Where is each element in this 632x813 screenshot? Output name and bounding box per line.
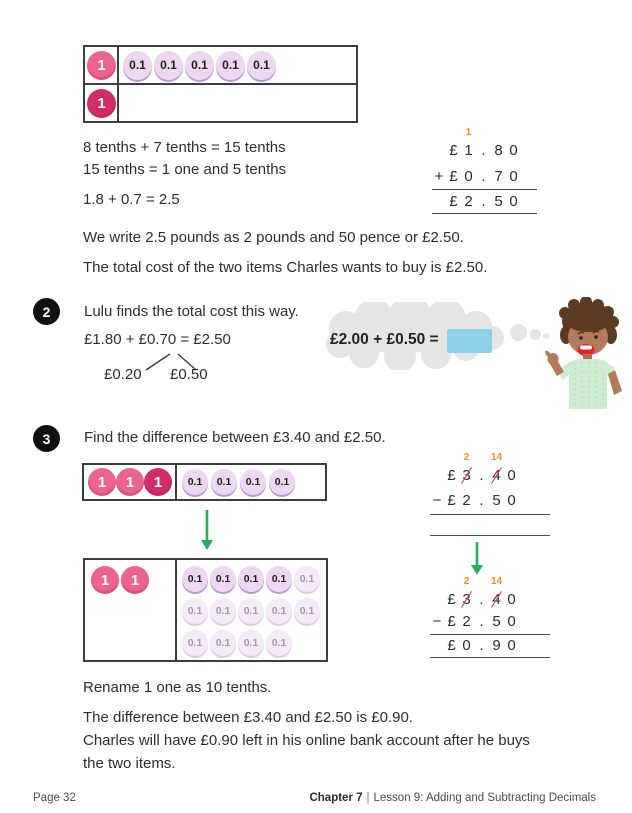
struck-digit: 4 xyxy=(489,466,504,485)
ones-counter: 1 xyxy=(144,468,172,496)
decimal-point: . xyxy=(481,142,486,159)
tenths-counter: 0.1 xyxy=(210,566,236,592)
digit: 2 xyxy=(464,193,473,210)
empty-answer-row xyxy=(430,515,550,535)
pv-row-3.4 xyxy=(84,465,325,499)
result-row xyxy=(430,636,550,655)
digit: 7 xyxy=(494,168,503,185)
tenths-counter: 0.1 xyxy=(211,469,237,495)
digit: 0 xyxy=(507,591,516,608)
ones-counter: 1 xyxy=(116,468,144,496)
digit: 2 xyxy=(462,613,471,630)
work-line: 15 tenths = 1 one and 5 tenths xyxy=(83,161,287,178)
decimal-point: . xyxy=(479,637,484,654)
number-sentence: £1.80 + £0.70 = £2.50 xyxy=(84,331,231,348)
ones-cell xyxy=(85,47,119,83)
decimal-point: . xyxy=(479,467,484,484)
carry-digit: 1 xyxy=(465,127,472,138)
number-bond-part: £0.20 xyxy=(104,366,142,383)
tenths-row xyxy=(182,566,320,592)
place-value-chart-1 xyxy=(83,45,358,123)
tenths-counter: 0.1 xyxy=(269,469,295,495)
subtrahend-row xyxy=(430,491,550,510)
digit: 0 xyxy=(507,467,516,484)
arrow-down-icon xyxy=(469,541,485,576)
tenths-counter: 0.1 xyxy=(247,51,276,80)
sum-rule xyxy=(432,213,537,214)
plus-sign: + xyxy=(434,168,444,185)
struck-digit: 3 xyxy=(459,466,474,485)
footer-lesson-label: Lesson 9: Adding and Subtracting Decimals xyxy=(373,792,596,804)
decimal-point: . xyxy=(479,613,484,630)
ones-counter: 1 xyxy=(88,468,116,496)
tenths-counter: 0.1 xyxy=(240,469,266,495)
ones-counter: 1 xyxy=(121,566,149,594)
digit: 1 xyxy=(464,142,473,159)
section-badge-3: 3 xyxy=(33,425,60,452)
decimal-point: . xyxy=(479,492,484,509)
explanation-text: The total cost of the two items Charles wants to buy is £2.50. xyxy=(83,259,488,276)
renamed-tenths-counter: 0.1 xyxy=(266,598,292,624)
decimal-point: . xyxy=(481,168,486,185)
column-subtraction-after xyxy=(430,576,550,658)
currency-symbol: £ xyxy=(449,193,458,210)
sum-rule xyxy=(432,189,537,190)
currency-symbol: £ xyxy=(447,637,456,654)
minuend-row xyxy=(430,466,550,485)
section2-intro: Lulu finds the total cost this way. xyxy=(84,303,299,320)
explanation-text: We write 2.5 pounds as 2 pounds and 50 pence or £2.50. xyxy=(83,229,464,246)
carry-row xyxy=(430,576,550,590)
renamed-tenths-counter: 0.1 xyxy=(266,630,292,656)
currency-symbol: £ xyxy=(449,168,458,185)
pv-row-1.8 xyxy=(85,47,356,83)
footer-chapter-lesson xyxy=(309,792,596,804)
number-bond-part: £0.50 xyxy=(170,366,208,383)
answer-box[interactable] xyxy=(447,329,492,353)
decimal-point: . xyxy=(481,193,486,210)
digit: 5 xyxy=(492,613,501,630)
closing-text: the two items. xyxy=(83,755,176,772)
tenths-cell xyxy=(177,465,325,499)
place-value-chart-3 xyxy=(83,558,328,662)
tenths-counter: 0.1 xyxy=(182,566,208,592)
tenths-counter: 0.1 xyxy=(216,51,245,80)
renamed-tenths-counter: 0.1 xyxy=(294,566,320,592)
struck-digit: 3 xyxy=(459,590,474,609)
section3-intro: Find the difference between £3.40 and £2.50. xyxy=(84,429,386,446)
carry-digit: 2 xyxy=(463,576,470,587)
carry-digit: 14 xyxy=(490,452,503,463)
renamed-tenths-counter: 0.1 xyxy=(294,598,320,624)
digit: 0 xyxy=(507,637,516,654)
result-row xyxy=(432,192,537,211)
footer-separator: | xyxy=(366,792,370,804)
digit: 0 xyxy=(509,193,518,210)
digit: 0 xyxy=(462,637,471,654)
minuend-row xyxy=(430,590,550,609)
student-illustration xyxy=(545,297,625,409)
ones-cell xyxy=(85,560,177,660)
thought-text: £2.00 + £0.50 = xyxy=(330,331,439,348)
carry-digit: 14 xyxy=(490,576,503,587)
digit: 5 xyxy=(492,492,501,509)
currency-symbol: £ xyxy=(449,142,458,159)
closing-text: Charles will have £0.90 left in his online bank account after he buys xyxy=(83,732,530,749)
digit: 0 xyxy=(509,168,518,185)
digit: 0 xyxy=(464,168,473,185)
digit: 0 xyxy=(507,613,516,630)
ones-cell xyxy=(85,85,119,121)
footer-page-number: Page 32 xyxy=(33,792,76,804)
currency-symbol: £ xyxy=(447,591,456,608)
digit: 8 xyxy=(494,142,503,159)
struck-digit: 4 xyxy=(489,590,504,609)
digit: 5 xyxy=(494,193,503,210)
carry-row xyxy=(432,127,537,141)
tenths-counter: 0.1 xyxy=(123,51,152,80)
tenths-counter: 0.1 xyxy=(154,51,183,80)
column-subtraction-before xyxy=(430,452,550,536)
renamed-tenths-counter: 0.1 xyxy=(182,598,208,624)
sum-rule xyxy=(430,634,550,635)
renamed-tenths-counter: 0.1 xyxy=(182,630,208,656)
digit: 0 xyxy=(509,142,518,159)
rename-note: Rename 1 one as 10 tenths. xyxy=(83,679,272,696)
thought-trail-bubble xyxy=(510,324,527,341)
renamed-tenths-counter: 0.1 xyxy=(238,630,264,656)
result-note: The difference between £3.40 and £2.50 is £0.90. xyxy=(83,709,413,726)
tenths-counter: 0.1 xyxy=(238,566,264,592)
footer-chapter-label: Chapter 7 xyxy=(309,792,363,804)
column-addition xyxy=(432,127,537,214)
minus-sign: − xyxy=(432,492,442,509)
addend-row xyxy=(432,141,537,160)
ones-counter: 1 xyxy=(87,51,116,80)
tenths-row xyxy=(182,598,320,624)
tenths-row xyxy=(182,630,292,656)
place-value-chart-2 xyxy=(82,463,327,501)
digit: 9 xyxy=(492,637,501,654)
tenths-counter: 0.1 xyxy=(182,469,208,495)
currency-symbol: £ xyxy=(447,467,456,484)
ones-cell xyxy=(84,465,177,499)
thought-trail-bubble xyxy=(530,329,541,340)
carry-digit: 2 xyxy=(463,452,470,463)
carry-row xyxy=(430,452,550,466)
minus-sign: − xyxy=(432,613,442,630)
currency-symbol: £ xyxy=(447,492,456,509)
tenths-counter: 0.1 xyxy=(185,51,214,80)
sum-rule xyxy=(430,657,550,658)
work-line: 8 tenths + 7 tenths = 15 tenths xyxy=(83,139,286,156)
arrow-down-icon xyxy=(199,509,215,551)
sum-rule xyxy=(430,535,550,536)
tenths-cell xyxy=(177,560,326,660)
renamed-tenths-counter: 0.1 xyxy=(210,630,236,656)
tenths-cell xyxy=(119,47,356,83)
digit: 2 xyxy=(462,492,471,509)
pv-row-0.7 xyxy=(85,83,356,121)
tenths-counter: 0.1 xyxy=(266,566,292,592)
currency-symbol: £ xyxy=(447,613,456,630)
section-badge-2: 2 xyxy=(33,298,60,325)
tenths-cell xyxy=(119,85,356,121)
ones-counter: 1 xyxy=(91,566,119,594)
decimal-point: . xyxy=(479,591,484,608)
pv-row-renamed xyxy=(85,560,326,660)
renamed-tenths-counter: 0.1 xyxy=(238,598,264,624)
digit: 0 xyxy=(507,492,516,509)
subtrahend-row xyxy=(430,612,550,631)
ones-counter: 1 xyxy=(87,89,116,118)
addend-row xyxy=(432,167,537,186)
renamed-tenths-counter: 0.1 xyxy=(210,598,236,624)
work-line: 1.8 + 0.7 = 2.5 xyxy=(83,191,180,208)
